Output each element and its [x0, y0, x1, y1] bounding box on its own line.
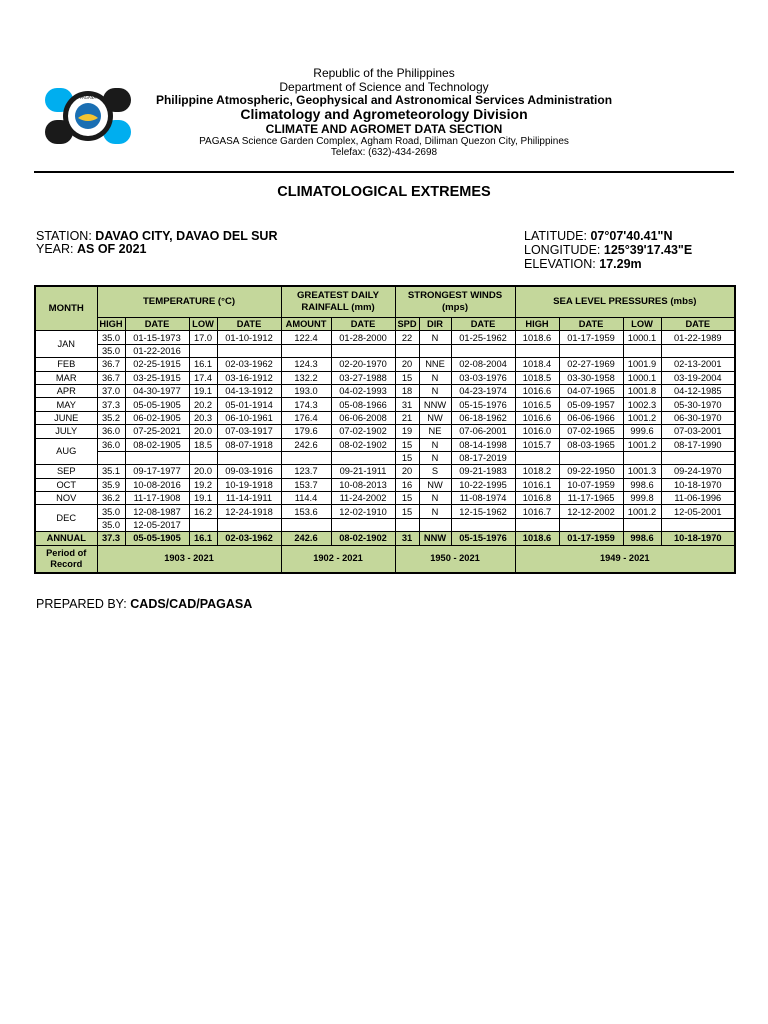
table-cell: 1001.2	[623, 411, 661, 424]
table-cell: 123.7	[281, 465, 331, 478]
table-cell: 1018.5	[515, 371, 559, 384]
table-cell: 04-07-1965	[559, 384, 623, 397]
subheader-date-1: DATE	[125, 318, 189, 331]
annual-cell: 01-17-1959	[559, 532, 623, 545]
table-row	[35, 384, 735, 397]
table-cell: 1002.3	[623, 398, 661, 411]
table-cell: 09-22-1950	[559, 465, 623, 478]
col-rainfall-header: GREATEST DAILY RAINFALL (mm)	[281, 286, 395, 318]
table-cell: 06-18-1962	[451, 411, 515, 424]
subheader-date-12: DATE	[661, 318, 735, 331]
table-cell: 16.2	[189, 505, 217, 518]
period-row	[35, 545, 735, 573]
table-cell: 153.6	[281, 505, 331, 518]
table-cell: 132.2	[281, 371, 331, 384]
table-cell: 36.7	[97, 371, 125, 384]
table-cell: 05-05-1905	[125, 398, 189, 411]
prepared-label: PREPARED BY:	[36, 597, 127, 611]
period-rainfall: 1902 - 2021	[281, 545, 395, 573]
table-cell: 122.4	[281, 331, 331, 344]
table-cell: NNE	[419, 358, 451, 371]
table-cell: 35.2	[97, 411, 125, 424]
table-cell	[559, 518, 623, 531]
month-label: OCT	[35, 478, 97, 491]
station-label: STATION:	[36, 229, 92, 243]
table-cell: 1001.2	[623, 505, 661, 518]
table-cell	[623, 451, 661, 464]
table-cell: 01-28-2000	[331, 331, 395, 344]
table-cell: 01-15-1973	[125, 331, 189, 344]
table-cell: 1001.8	[623, 384, 661, 397]
month-label: MAY	[35, 398, 97, 411]
header-republic: Republic of the Philippines	[313, 66, 455, 80]
month-label: DEC	[35, 505, 97, 532]
table-cell: 35.0	[97, 331, 125, 344]
annual-cell: 998.6	[623, 532, 661, 545]
subheader-amount-4: AMOUNT	[281, 318, 331, 331]
year-label: YEAR:	[36, 242, 74, 256]
latitude-info	[524, 229, 672, 243]
header-section: CLIMATE AND AGROMET DATA SECTION	[265, 122, 503, 136]
subheader-low-11: LOW	[623, 318, 661, 331]
extremes-table	[34, 285, 736, 574]
table-cell: 08-07-1918	[217, 438, 281, 451]
table-cell	[515, 451, 559, 464]
table-cell	[661, 344, 735, 357]
table-row	[35, 438, 735, 451]
table-cell: 36.7	[97, 358, 125, 371]
month-label: MAR	[35, 371, 97, 384]
table-cell	[661, 518, 735, 531]
header-divider	[34, 171, 734, 173]
col-month-header: MONTH	[35, 286, 97, 331]
month-label: AUG	[35, 438, 97, 465]
table-cell	[661, 451, 735, 464]
table-cell: 1018.2	[515, 465, 559, 478]
table-row	[35, 465, 735, 478]
month-label: APR	[35, 384, 97, 397]
table-cell: 12-02-1910	[331, 505, 395, 518]
subheader-spd-6: SPD	[395, 318, 419, 331]
table-cell: NW	[419, 411, 451, 424]
table-row	[35, 478, 735, 491]
table-cell: 02-25-1915	[125, 358, 189, 371]
table-row	[35, 331, 735, 344]
table-cell: 19	[395, 425, 419, 438]
col-temperature-header: TEMPERATURE (°C)	[97, 286, 281, 318]
table-cell: 37.0	[97, 384, 125, 397]
table-cell: 18	[395, 384, 419, 397]
longitude-value: 125°39'17.43"E	[603, 243, 693, 257]
table-cell	[623, 518, 661, 531]
station-value: DAVAO CITY, DAVAO DEL SUR	[95, 229, 278, 243]
header-telefax: Telefax: (632)-434-2698	[330, 147, 438, 158]
table-cell: 35.0	[97, 505, 125, 518]
table-cell: N	[419, 438, 451, 451]
annual-cell: 31	[395, 532, 419, 545]
table-cell: 1018.6	[515, 331, 559, 344]
table-row	[35, 398, 735, 411]
table-row	[35, 518, 735, 531]
prepared-by	[36, 597, 252, 611]
table-cell: 07-03-2001	[661, 425, 735, 438]
month-label: NOV	[35, 492, 97, 505]
header-division: Climatology and Agrometeorology Division	[240, 106, 528, 122]
annual-cell: 05-15-1976	[451, 532, 515, 545]
header-department: Department of Science and Technology	[279, 80, 489, 94]
table-cell: 06-02-1905	[125, 411, 189, 424]
table-cell: 12-05-2017	[125, 518, 189, 531]
table-cell: 01-22-2016	[125, 344, 189, 357]
table-cell: 05-01-1914	[217, 398, 281, 411]
table-cell: 18.5	[189, 438, 217, 451]
table-cell	[559, 344, 623, 357]
table-cell: 16	[395, 478, 419, 491]
table-cell: 06-06-1966	[559, 411, 623, 424]
month-label: JULY	[35, 425, 97, 438]
table-cell	[395, 344, 419, 357]
table-cell: 15	[395, 451, 419, 464]
table-cell: 153.7	[281, 478, 331, 491]
table-cell: 20.0	[189, 425, 217, 438]
table-cell: 22	[395, 331, 419, 344]
table-cell: 03-16-1912	[217, 371, 281, 384]
table-cell: 19.1	[189, 384, 217, 397]
table-cell: 07-03-1917	[217, 425, 281, 438]
subheader-date-3: DATE	[217, 318, 281, 331]
table-cell: 20.0	[189, 465, 217, 478]
extremes-table-body	[35, 331, 735, 573]
table-row	[35, 492, 735, 505]
header-agency: Philippine Atmospheric, Geophysical and Astronomical Services Administration	[155, 93, 613, 107]
table-cell: 20.2	[189, 398, 217, 411]
table-cell	[217, 451, 281, 464]
annual-cell: 37.3	[97, 532, 125, 545]
table-cell	[395, 518, 419, 531]
table-cell: 11-08-1974	[451, 492, 515, 505]
table-cell: 04-02-1993	[331, 384, 395, 397]
table-cell: 10-07-1959	[559, 478, 623, 491]
annual-cell: 16.1	[189, 532, 217, 545]
table-cell: 174.3	[281, 398, 331, 411]
table-cell: 03-19-2004	[661, 371, 735, 384]
table-cell: NE	[419, 425, 451, 438]
table-cell: 09-21-1983	[451, 465, 515, 478]
table-cell	[515, 518, 559, 531]
table-cell	[419, 518, 451, 531]
table-cell: N	[419, 451, 451, 464]
subheader-high-0: HIGH	[97, 318, 125, 331]
table-cell: 11-06-1996	[661, 492, 735, 505]
subheader-low-2: LOW	[189, 318, 217, 331]
table-cell: 09-24-1970	[661, 465, 735, 478]
table-cell: 176.4	[281, 411, 331, 424]
table-cell: 1001.2	[623, 438, 661, 451]
subheader-dir-7: DIR	[419, 318, 451, 331]
table-cell	[217, 344, 281, 357]
table-cell: 02-03-1962	[217, 358, 281, 371]
table-cell: 04-13-1912	[217, 384, 281, 397]
table-cell: 15	[395, 438, 419, 451]
table-cell: 01-17-1959	[559, 331, 623, 344]
table-cell: N	[419, 384, 451, 397]
subheader-high-9: HIGH	[515, 318, 559, 331]
table-cell	[217, 518, 281, 531]
period-temperature: 1903 - 2021	[97, 545, 281, 573]
table-cell: 17.4	[189, 371, 217, 384]
table-cell: 1015.7	[515, 438, 559, 451]
table-cell: 12-24-1918	[217, 505, 281, 518]
table-row	[35, 451, 735, 464]
table-row	[35, 425, 735, 438]
table-cell: 1000.1	[623, 331, 661, 344]
logo-seal-text: PAGASA	[79, 95, 97, 100]
period-label: Period of Record	[35, 545, 97, 573]
table-cell: 10-18-1970	[661, 478, 735, 491]
subheader-date-8: DATE	[451, 318, 515, 331]
table-cell: 15	[395, 505, 419, 518]
page-title: CLIMATOLOGICAL EXTREMES	[277, 184, 491, 200]
table-cell: 998.6	[623, 478, 661, 491]
table-cell: 19.1	[189, 492, 217, 505]
month-label: JUNE	[35, 411, 97, 424]
table-cell: 11-14-1911	[217, 492, 281, 505]
table-cell: 35.9	[97, 478, 125, 491]
table-cell: S	[419, 465, 451, 478]
table-cell: 999.8	[623, 492, 661, 505]
table-cell	[331, 344, 395, 357]
table-cell: 12-12-2002	[559, 505, 623, 518]
table-cell: 02-20-1970	[331, 358, 395, 371]
table-cell: 07-02-1902	[331, 425, 395, 438]
table-cell	[559, 451, 623, 464]
table-cell: N	[419, 331, 451, 344]
table-cell: 36.2	[97, 492, 125, 505]
table-row	[35, 371, 735, 384]
month-label: SEP	[35, 465, 97, 478]
month-label: JAN	[35, 331, 97, 358]
prepared-value: CADS/CAD/PAGASA	[130, 597, 253, 611]
table-cell: 03-27-1988	[331, 371, 395, 384]
table-cell: 1016.6	[515, 384, 559, 397]
table-cell: 07-02-1965	[559, 425, 623, 438]
table-cell: 1016.7	[515, 505, 559, 518]
table-cell: 36.0	[97, 438, 125, 451]
table-cell	[515, 344, 559, 357]
table-cell	[125, 451, 189, 464]
annual-cell: 1018.6	[515, 532, 559, 545]
table-cell	[451, 518, 515, 531]
table-cell: 08-14-1998	[451, 438, 515, 451]
table-cell	[623, 344, 661, 357]
table-cell	[331, 518, 395, 531]
table-cell: 02-08-2004	[451, 358, 515, 371]
table-cell	[281, 344, 331, 357]
table-cell: 35.1	[97, 465, 125, 478]
table-cell: 04-23-1974	[451, 384, 515, 397]
table-cell	[281, 451, 331, 464]
table-cell: 124.3	[281, 358, 331, 371]
table-cell: 21	[395, 411, 419, 424]
table-cell	[419, 344, 451, 357]
table-cell: 09-17-1977	[125, 465, 189, 478]
station-info	[36, 229, 277, 243]
col-winds-header: STRONGEST WINDS (mps)	[395, 286, 515, 318]
table-cell: 05-30-1970	[661, 398, 735, 411]
elevation-label: ELEVATION:	[524, 257, 596, 271]
subheader-date-5: DATE	[331, 318, 395, 331]
table-cell: 10-08-2013	[331, 478, 395, 491]
table-cell: 05-09-1957	[559, 398, 623, 411]
table-cell: 1018.4	[515, 358, 559, 371]
table-row	[35, 358, 735, 371]
latitude-label: LATITUDE:	[524, 229, 587, 243]
table-cell: 36.0	[97, 425, 125, 438]
table-cell: 37.3	[97, 398, 125, 411]
table-cell: 35.0	[97, 344, 125, 357]
table-cell: 09-03-1916	[217, 465, 281, 478]
annual-cell: 10-18-1970	[661, 532, 735, 545]
annual-cell: 242.6	[281, 532, 331, 545]
table-cell: 11-17-1965	[559, 492, 623, 505]
header-address: PAGASA Science Garden Complex, Agham Road, Diliman Quezon City, Philippines	[199, 136, 569, 147]
month-label: FEB	[35, 358, 97, 371]
table-cell: 1000.1	[623, 371, 661, 384]
table-cell: 09-21-1911	[331, 465, 395, 478]
table-cell: 06-10-1961	[217, 411, 281, 424]
table-cell: 06-30-1970	[661, 411, 735, 424]
table-cell: 10-22-1995	[451, 478, 515, 491]
table-cell: 1016.1	[515, 478, 559, 491]
year-value: AS OF 2021	[77, 242, 147, 256]
table-cell: 11-24-2002	[331, 492, 395, 505]
table-cell: 31	[395, 398, 419, 411]
table-cell: 05-08-1966	[331, 398, 395, 411]
table-cell: 07-25-2021	[125, 425, 189, 438]
table-cell: 20.3	[189, 411, 217, 424]
table-cell: 15	[395, 492, 419, 505]
table-cell: 06-06-2008	[331, 411, 395, 424]
table-cell: 05-15-1976	[451, 398, 515, 411]
table-cell: 08-02-1905	[125, 438, 189, 451]
table-cell: 1016.6	[515, 411, 559, 424]
table-cell: 242.6	[281, 438, 331, 451]
table-row	[35, 411, 735, 424]
elevation-info	[524, 257, 642, 271]
table-cell	[281, 518, 331, 531]
table-cell: 03-30-1958	[559, 371, 623, 384]
table-cell: 12-05-2001	[661, 505, 735, 518]
table-cell: 12-15-1962	[451, 505, 515, 518]
table-cell	[331, 451, 395, 464]
table-cell: N	[419, 505, 451, 518]
table-cell: 01-25-1962	[451, 331, 515, 344]
table-cell: 02-27-1969	[559, 358, 623, 371]
table-cell: 16.1	[189, 358, 217, 371]
table-cell	[97, 451, 125, 464]
table-cell: 20	[395, 465, 419, 478]
table-cell: NNW	[419, 398, 451, 411]
annual-cell: 05-05-1905	[125, 532, 189, 545]
table-cell: 17.0	[189, 331, 217, 344]
table-row	[35, 344, 735, 357]
table-cell: 11-17-1908	[125, 492, 189, 505]
latitude-value: 07°07'40.41"N	[590, 229, 673, 243]
annual-cell: NNW	[419, 532, 451, 545]
longitude-info	[524, 243, 692, 257]
period-pressure: 1949 - 2021	[515, 545, 735, 573]
year-info	[36, 242, 146, 256]
table-row	[35, 505, 735, 518]
table-cell: 1016.0	[515, 425, 559, 438]
table-cell: 04-30-1977	[125, 384, 189, 397]
table-cell: 10-19-1918	[217, 478, 281, 491]
table-cell: N	[419, 492, 451, 505]
table-cell	[189, 344, 217, 357]
subheader-row	[35, 318, 735, 331]
annual-cell: 02-03-1962	[217, 532, 281, 545]
table-cell: 08-03-1965	[559, 438, 623, 451]
table-cell: N	[419, 371, 451, 384]
table-cell: 07-06-2001	[451, 425, 515, 438]
table-cell: 10-08-2016	[125, 478, 189, 491]
table-cell	[189, 518, 217, 531]
table-cell: 15	[395, 371, 419, 384]
annual-cell: 08-02-1902	[331, 532, 395, 545]
table-cell: NW	[419, 478, 451, 491]
table-cell: 114.4	[281, 492, 331, 505]
elevation-value: 17.29m	[599, 257, 642, 271]
table-cell: 999.6	[623, 425, 661, 438]
longitude-label: LONGITUDE:	[524, 243, 601, 257]
table-cell: 1016.8	[515, 492, 559, 505]
col-pressure-header: SEA LEVEL PRESSURES (mbs)	[515, 286, 735, 318]
table-cell: 179.6	[281, 425, 331, 438]
table-cell: 1001.3	[623, 465, 661, 478]
period-winds: 1950 - 2021	[395, 545, 515, 573]
table-cell: 1016.5	[515, 398, 559, 411]
table-cell: 08-02-1902	[331, 438, 395, 451]
table-cell: 19.2	[189, 478, 217, 491]
table-cell: 03-03-1976	[451, 371, 515, 384]
table-cell: 02-13-2001	[661, 358, 735, 371]
table-cell: 1001.9	[623, 358, 661, 371]
table-cell: 08-17-1990	[661, 438, 735, 451]
annual-row	[35, 532, 735, 545]
subheader-date-10: DATE	[559, 318, 623, 331]
table-cell	[451, 344, 515, 357]
annual-label: ANNUAL	[35, 532, 97, 545]
table-cell: 20	[395, 358, 419, 371]
table-cell: 01-10-1912	[217, 331, 281, 344]
table-cell	[189, 451, 217, 464]
table-cell: 193.0	[281, 384, 331, 397]
table-cell: 04-12-1985	[661, 384, 735, 397]
table-cell: 01-22-1989	[661, 331, 735, 344]
table-cell: 35.0	[97, 518, 125, 531]
table-cell: 12-08-1987	[125, 505, 189, 518]
table-cell: 03-25-1915	[125, 371, 189, 384]
table-cell: 08-17-2019	[451, 451, 515, 464]
